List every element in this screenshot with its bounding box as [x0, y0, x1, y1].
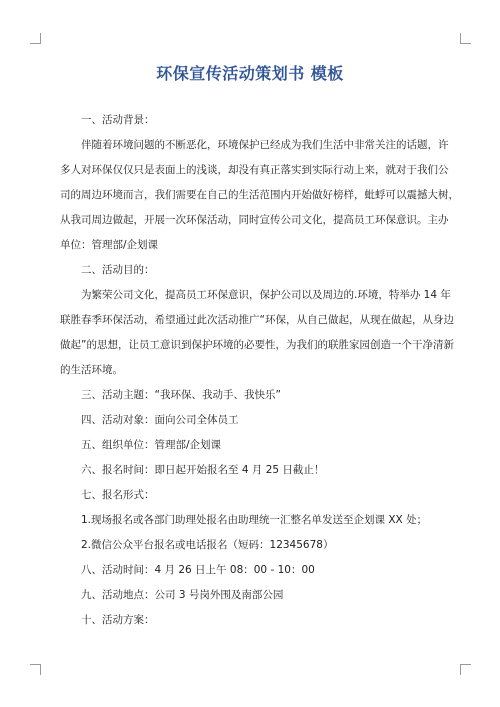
background-paragraph	[60, 133, 459, 258]
section-location: 九、活动地点：公司 3 号岗外围及南部公园	[81, 589, 284, 601]
paragraph-line: 单位：管理部/企划课	[60, 239, 159, 251]
paragraph-line: 做起”的思想，让员工意识到保护环境的必要性，为我们的联胜家园创造一个干净清新	[60, 339, 454, 351]
signup-form-item-2: 2.微信公众平台报名或电话报名（短码：12345678）	[81, 539, 334, 551]
paragraph-line: 为繁荣公司文化，提高员工环保意识，保护公司以及周边的.环境，特举办 14 年	[81, 289, 451, 301]
crop-mark-bottom-right	[460, 664, 471, 675]
section-theme: 三、活动主题：“我环保、我动手、我快乐”	[81, 389, 281, 401]
purpose-paragraph	[60, 283, 454, 383]
section-event-time: 八、活动时间：4 月 26 日上午 08：00 - 10：00	[81, 564, 315, 576]
paragraph-line: 伴随着环境问题的不断恶化，环境保护已经成为我们生活中非常关注的话题，许	[81, 139, 449, 151]
section-heading-plan: 十、活动方案：	[81, 614, 155, 626]
signup-form-item-1: 1.现场报名或各部门助理处报名由助理统一汇整名单发送至企划课 XX 处；	[81, 514, 428, 526]
section-heading-background: 一、活动背景：	[81, 114, 155, 126]
crop-mark-top-right	[460, 33, 471, 44]
paragraph-line: 的生活环境。	[60, 364, 123, 376]
section-organizer: 五、组织单位：管理部/企划课	[81, 439, 222, 451]
section-heading-signup-form: 七、报名形式：	[81, 489, 155, 501]
paragraph-line: 从我司周边做起，开展一次环保活动，同时宣传公司文化，提高员工环保意识。主办	[60, 214, 449, 226]
crop-mark-bottom-left	[30, 664, 41, 675]
section-signup-time: 六、报名时间：即日起开始报名至 4 月 25 日截止！	[81, 464, 325, 476]
document-title: 环保宣传活动策划书 模板	[156, 64, 344, 83]
paragraph-line: 多人对环保仅仅只是表面上的浅谈，却没有真正落实到实际行动上来，就对于我们公	[60, 164, 449, 176]
crop-mark-top-left	[30, 33, 41, 44]
paragraph-line: 联胜春季环保活动，希望通过此次活动推广“环保，从自己做起，从现在做起，从身边	[60, 314, 454, 326]
document-body	[60, 108, 459, 633]
section-heading-purpose: 二、活动目的：	[81, 264, 155, 276]
paragraph-line: 司的周边环境而言，我们需要在自己的生活范围内开始做好榜样，蚍蜉可以震撼大树，	[60, 189, 459, 201]
section-target: 四、活动对象：面向公司全体员工	[81, 414, 239, 426]
